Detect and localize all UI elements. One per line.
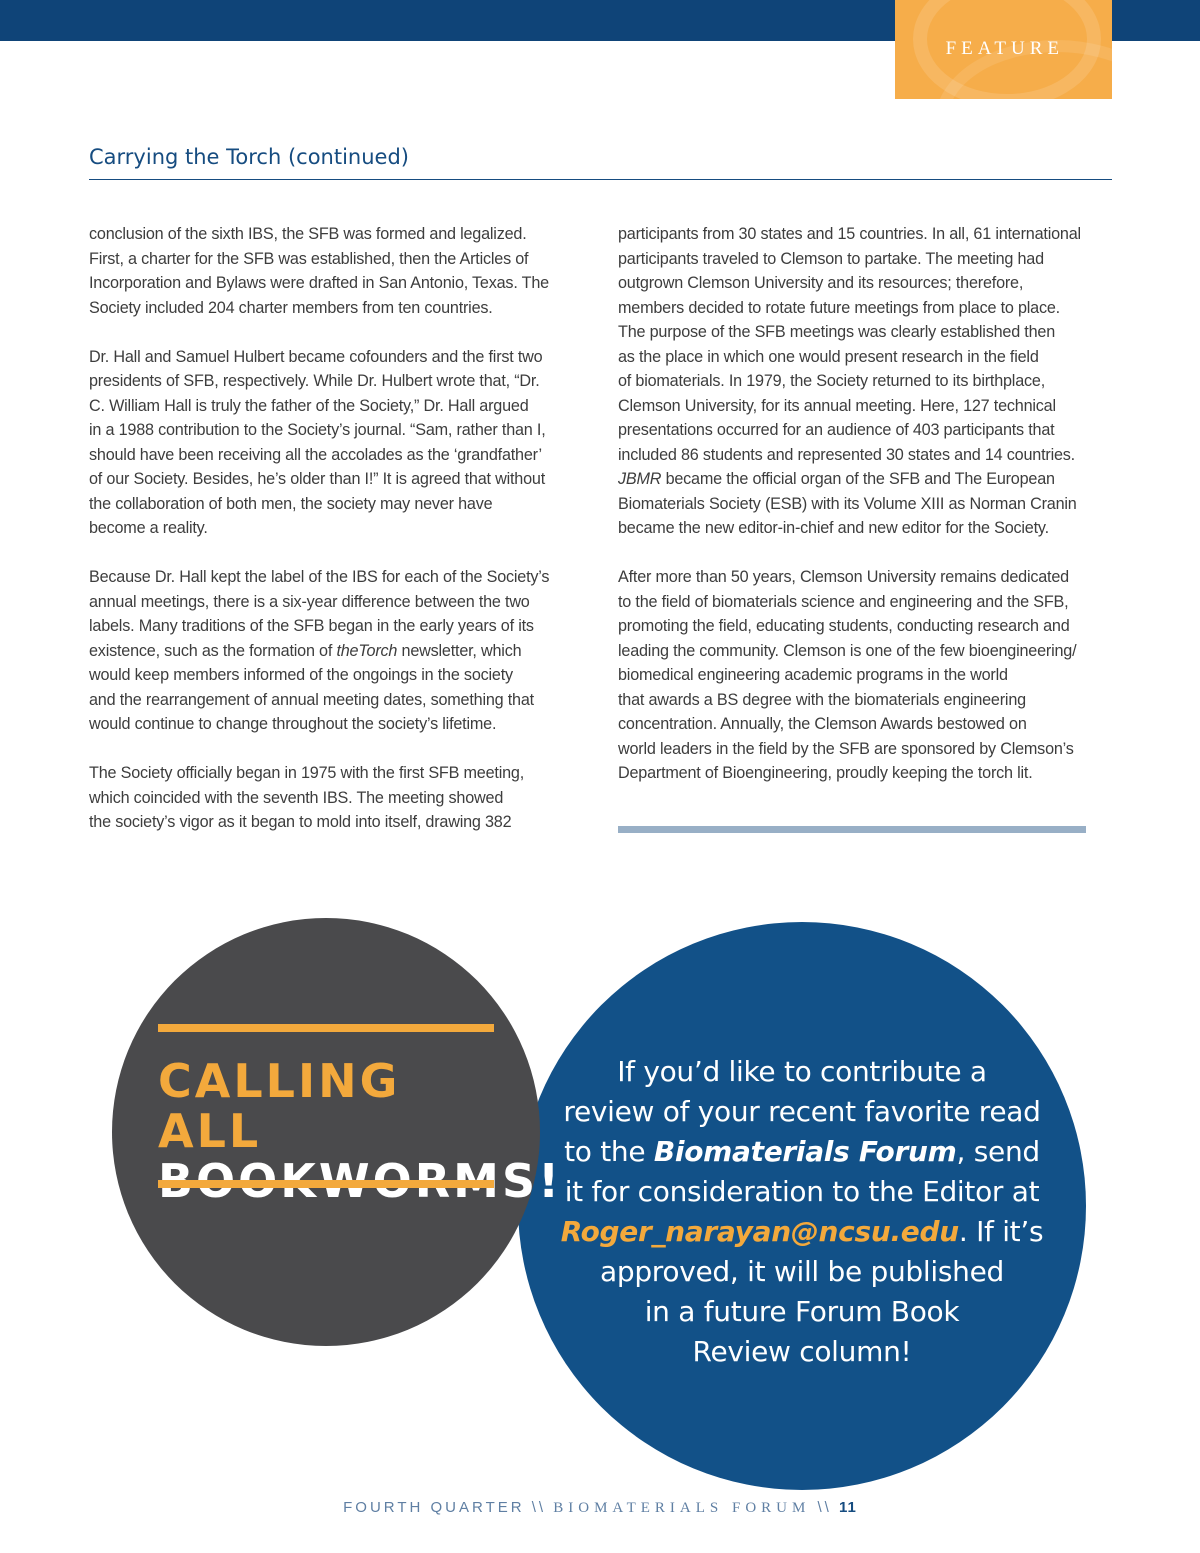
promo-line: Review column! bbox=[692, 1335, 912, 1368]
text-line: conclusion of the sixth IBS, the SFB was formed and legalized. bbox=[89, 225, 527, 243]
text-line: concentration. Annually, the Clemson Awards bestowed on bbox=[618, 715, 1027, 733]
text-line: First, a charter for the SFB was established, then the Articles of bbox=[89, 249, 529, 268]
promo-line: approved, it will be published bbox=[600, 1255, 1004, 1288]
text-line: annual meetings, there is a six-year difference between the two bbox=[89, 592, 530, 611]
footer-separator: \\ bbox=[810, 1499, 840, 1516]
text-line: existence, such as the formation of theTorch newsletter, which bbox=[89, 641, 522, 660]
text-line: JBMR became the official organ of the SFB and The European bbox=[618, 470, 1055, 488]
text-line: to the field of biomaterials science and engineering and the SFB, bbox=[618, 592, 1069, 611]
promo-line: review of your recent favorite read bbox=[563, 1095, 1041, 1128]
text-line: After more than 50 years, Clemson University remains dedicated bbox=[618, 568, 1069, 586]
editor-email-link[interactable]: Roger_narayan@ncsu.edu bbox=[560, 1215, 959, 1248]
journal-name: JBMR bbox=[618, 470, 662, 488]
text-line: Incorporation and Bylaws were drafted in San Antonio, Texas. The bbox=[89, 274, 549, 292]
article-left-column bbox=[89, 222, 589, 835]
text-line: became the new editor-in-chief and new editor for the Society. bbox=[618, 519, 1049, 537]
text-line: participants from 30 states and 15 countries. In all, 61 international bbox=[618, 225, 1081, 243]
footer-publication: BIOMATERIALS FORUM bbox=[553, 1500, 811, 1516]
text-line: Department of Bioengineering, proudly keeping the torch lit. bbox=[618, 764, 1033, 782]
article-end-bar bbox=[618, 826, 1086, 833]
publication-name: Biomaterials Forum bbox=[653, 1135, 957, 1168]
feature-tab bbox=[895, 0, 1112, 99]
promo-message bbox=[518, 1052, 1086, 1372]
text-line: The Society officially began in 1975 with the first SFB meeting, bbox=[89, 764, 524, 782]
page-footer bbox=[0, 1499, 1200, 1517]
heading-top-rule bbox=[158, 1024, 494, 1032]
text-line: in a 1988 contribution to the Society’s journal. “Sam, rather than I, bbox=[89, 421, 546, 439]
text-line: would continue to change throughout the society’s lifetime. bbox=[89, 715, 497, 733]
text-line: Clemson University, for its annual meeting. Here, 127 technical bbox=[618, 396, 1056, 415]
text-line: Because Dr. Hall kept the label of the IBS for each of the Society’s bbox=[89, 568, 550, 586]
promo-heading-line1: CALLING ALL bbox=[158, 1054, 401, 1158]
text-line: would keep members informed of the ongoings in the society bbox=[89, 666, 513, 684]
text-line: presidents of SFB, respectively. While Dr. Hulbert wrote that, “Dr. bbox=[89, 372, 540, 390]
text-line: of biomaterials. In 1979, the Society returned to its birthplace, bbox=[618, 372, 1046, 390]
promo-line: Roger_narayan@ncsu.edu. If it’s bbox=[560, 1215, 1044, 1248]
text-line: members decided to rotate future meetings from place to place. bbox=[618, 298, 1060, 317]
title-divider bbox=[89, 179, 1112, 180]
promo-line: it for consideration to the Editor at bbox=[564, 1175, 1040, 1208]
text-line: and the rearrangement of annual meeting dates, something that bbox=[89, 690, 534, 709]
article-title: Carrying the Torch (continued) bbox=[89, 145, 409, 169]
article-right-column bbox=[618, 222, 1118, 786]
footer-issue: FOURTH QUARTER \\ bbox=[343, 1499, 554, 1516]
text-line: which coincided with the seventh IBS. The meeting showed bbox=[89, 788, 504, 807]
text-line: The purpose of the SFB meetings was clearly established then bbox=[618, 323, 1055, 341]
text-line: C. William Hall is truly the father of the Society,” Dr. Hall argued bbox=[89, 396, 529, 415]
text-line: of our Society. Besides, he’s older than I!” It is agreed that without bbox=[89, 470, 545, 488]
text-line: that awards a BS degree with the biomaterials engineering bbox=[618, 690, 1026, 709]
text-line: Society included 204 charter members from ten countries. bbox=[89, 298, 493, 317]
promo-line: If you’d like to contribute a bbox=[617, 1055, 987, 1088]
text-line: the society’s vigor as it began to mold into itself, drawing 382 bbox=[89, 813, 512, 831]
heading-bottom-rule bbox=[158, 1180, 494, 1188]
text-line: labels. Many traditions of the SFB began in the early years of its bbox=[89, 617, 534, 635]
newsletter-name: theTorch bbox=[336, 641, 398, 660]
section-tab-label: FEATURE bbox=[945, 38, 1064, 59]
text-line: should have been receiving all the accolades as the ‘grandfather’ bbox=[89, 445, 542, 464]
text-line: included 86 students and represented 30 states and 14 countries. bbox=[618, 445, 1075, 464]
text-line: Biomaterials Society (ESB) with its Volume XIII as Norman Cranin bbox=[618, 494, 1077, 513]
text-line: Dr. Hall and Samuel Hulbert became cofounders and the first two bbox=[89, 347, 543, 366]
text-line: leading the community. Clemson is one of the few bioengineering/ bbox=[618, 641, 1077, 660]
text-line: as the place in which one would present research in the field bbox=[618, 347, 1039, 366]
text-line: world leaders in the field by the SFB are sponsored by Clemson’s bbox=[618, 739, 1074, 758]
promo-line: to the Biomaterials Forum, send bbox=[564, 1135, 1040, 1168]
text-line: outgrown Clemson University and its resources; therefore, bbox=[618, 274, 1024, 292]
text-line: biomedical engineering academic programs in the world bbox=[618, 666, 1008, 684]
text-line: presentations occurred for an audience of 403 participants that bbox=[618, 421, 1055, 439]
text-line: promoting the field, educating students, conducting research and bbox=[618, 617, 1070, 635]
page-number: 11 bbox=[839, 1499, 857, 1516]
text-line: the collaboration of both men, the society may never have bbox=[89, 494, 493, 513]
promo-line: in a future Forum Book bbox=[644, 1295, 960, 1328]
text-line: become a reality. bbox=[89, 519, 208, 537]
text-line: participants traveled to Clemson to partake. The meeting had bbox=[618, 249, 1044, 268]
